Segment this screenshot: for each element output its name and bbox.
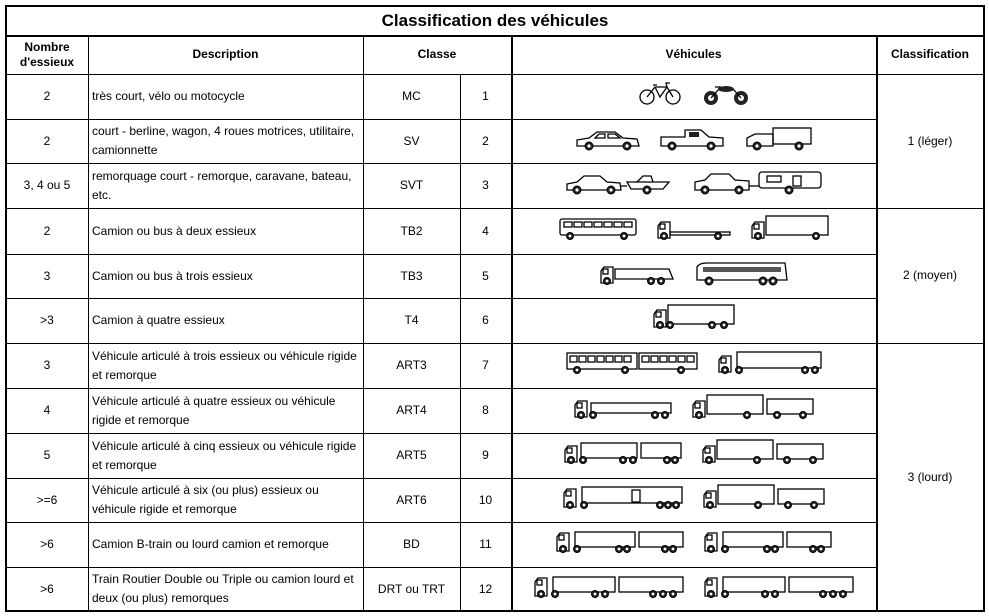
motorcycle-icon — [701, 81, 751, 112]
cell-class-code: ART6 — [396, 492, 427, 507]
road-train-icon — [703, 574, 855, 605]
cell-description: Camion à quatre essieux — [92, 313, 225, 327]
cell-class-code: ART4 — [396, 403, 427, 417]
cell-class-number: 12 — [478, 581, 493, 596]
cell-vehicles — [511, 343, 876, 388]
cell-class-code: SV — [403, 133, 420, 148]
box-truck-icon — [750, 216, 830, 247]
truck-trailer-icon — [701, 440, 825, 471]
cell-axles: 3 — [43, 358, 51, 372]
cell-description: Véhicule articulé à cinq essieux ou véhicule rigide et remorque — [92, 438, 357, 472]
camper-truck-icon — [743, 126, 813, 157]
flatbed-semi-icon — [573, 395, 673, 426]
cell-vehicles — [511, 433, 876, 478]
cell-description: court - berline, wagon, 4 roues motrices, utilitaire, camionnette — [92, 124, 355, 157]
cell-classification: 3 (lourd) — [907, 469, 953, 484]
cell-description: Camion B-train ou lourd camion et remorque — [92, 537, 329, 551]
cell-class-number: 4 — [482, 223, 489, 238]
cell-class-number: 8 — [482, 403, 489, 417]
cell-class-number: 3 — [482, 178, 489, 192]
cell-vehicles — [511, 298, 876, 343]
b-train-icon — [555, 529, 685, 560]
sedan-icon — [575, 126, 641, 157]
coach-icon — [693, 261, 789, 292]
cell-classification: 2 (moyen) — [902, 268, 958, 282]
cell-axles: 2 — [43, 133, 51, 148]
cell-axles: >6 — [40, 537, 54, 551]
cell-class-number: 2 — [482, 133, 489, 148]
cell-class-code: T4 — [404, 313, 419, 327]
semi-trailer-icon — [717, 350, 823, 381]
cell-axles: 3 — [43, 268, 51, 283]
table-title: Classification des véhicules — [381, 11, 609, 30]
truck-trailer-icon — [691, 395, 815, 426]
pickup-icon — [659, 126, 725, 157]
cell-description: très court, vélo ou motocycle — [92, 89, 245, 103]
cell-vehicles — [511, 522, 876, 567]
cell-axles: >3 — [40, 313, 54, 327]
cell-class-code: ART3 — [396, 358, 427, 372]
cell-vehicles — [511, 163, 876, 208]
cell-class-number: 5 — [482, 268, 489, 283]
cell-axles: >6 — [40, 581, 54, 596]
b-train-icon — [703, 529, 833, 560]
cell-class-number: 7 — [482, 358, 489, 372]
road-train-icon — [533, 574, 685, 605]
cell-description: Camion ou bus à deux essieux — [92, 223, 257, 238]
cell-description: Train Routier Double ou Triple ou camion lourd et deux (ou plus) remorques — [92, 572, 354, 605]
cell-description: remorquage court - remorque, caravane, bateau, etc. — [92, 168, 352, 202]
cell-description: Camion ou bus à trois essieux — [92, 268, 253, 283]
cell-classification: 1 (léger) — [907, 133, 953, 148]
four-axle-truck-icon — [652, 305, 736, 336]
cell-vehicles — [511, 208, 876, 254]
cell-vehicles — [511, 388, 876, 433]
long-semi-icon — [562, 485, 684, 516]
cell-vehicles — [511, 567, 876, 611]
cell-description: Véhicule articulé à quatre essieux ou véhicule rigide et remorque — [92, 393, 336, 427]
truck-trailer-icon — [702, 485, 826, 516]
cell-vehicles — [511, 119, 876, 163]
bicycle-icon — [637, 81, 683, 112]
header-class: Classe — [417, 47, 457, 61]
header-axles: Nombre d'essieux — [19, 39, 75, 69]
cell-class-code: TB2 — [400, 223, 423, 238]
header-vehicles: Véhicules — [665, 47, 722, 61]
flatbed-truck-icon — [656, 216, 732, 247]
cell-class-number: 6 — [482, 313, 489, 327]
cell-axles: 4 — [43, 403, 51, 417]
cell-class-code: TB3 — [400, 268, 423, 283]
cell-class-code: DRT ou TRT — [377, 581, 446, 596]
bus-icon — [558, 216, 638, 247]
cell-description: Véhicule articulé à trois essieux ou véhicule rigide et remorque — [92, 348, 357, 382]
cell-axles: >=6 — [36, 492, 58, 507]
cell-class-number: 1 — [482, 89, 489, 103]
cell-description: Véhicule articulé à six (ou plus) essieux ou véhicule rigide et remorque — [92, 483, 319, 516]
cell-axles: 3, 4 ou 5 — [23, 178, 71, 192]
cell-axles: 2 — [43, 89, 51, 103]
cell-class-code: MC — [402, 89, 421, 103]
cell-class-code: BD — [403, 537, 420, 551]
cell-class-number: 9 — [482, 448, 489, 462]
car-with-boat-icon — [565, 170, 675, 201]
header-classification: Classification — [890, 47, 970, 61]
articulated-bus-icon — [565, 350, 699, 381]
cell-vehicles — [511, 74, 876, 119]
cell-class-number: 10 — [478, 492, 493, 507]
dump-truck-icon — [599, 261, 675, 292]
cell-class-number: 11 — [479, 537, 492, 551]
cell-class-code: SVT — [399, 178, 424, 192]
container-semi-icon — [563, 440, 683, 471]
cell-axles: 2 — [43, 223, 51, 238]
cell-class-code: ART5 — [396, 448, 427, 462]
cell-vehicles — [511, 254, 876, 298]
cell-vehicles — [511, 478, 876, 522]
header-description: Description — [192, 47, 259, 61]
cell-axles: 5 — [43, 448, 51, 462]
car-with-caravan-icon — [693, 170, 823, 201]
